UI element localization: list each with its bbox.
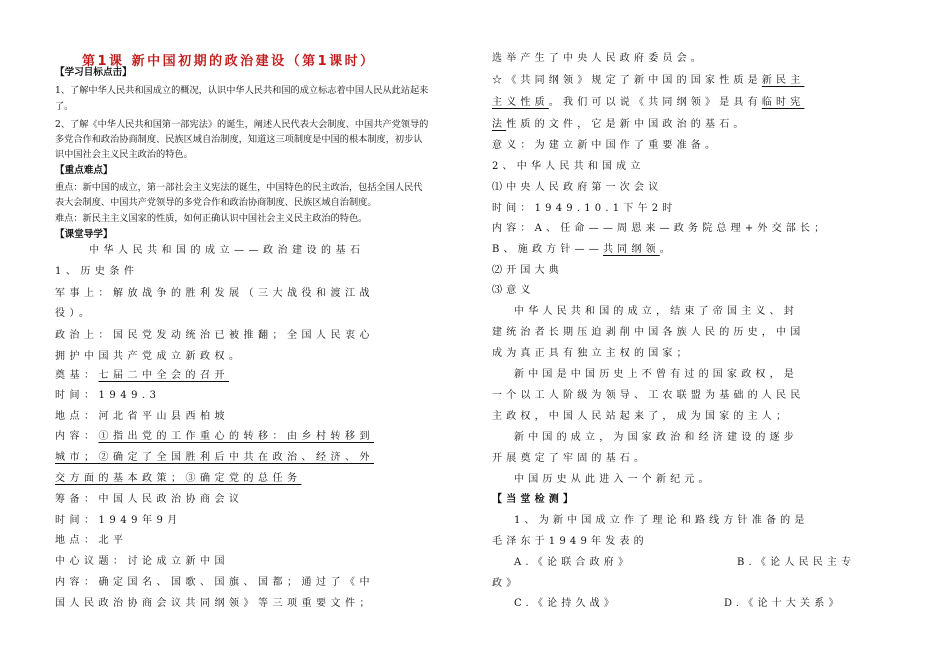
section-heading-guide: 【课堂导学】 [55,229,113,240]
option-c: C.《论持久战》 [514,598,619,609]
option-b: B.《论人民民主专 [737,557,856,568]
meaning-para-2-cont: 一个以工人阶级为领导、工农联盟为基础的人民民 [492,390,805,401]
keypoint-focus: 重点：新中国的成立，第一部社会主义宪法的诞生，中国特色的民主政治，包括全国人民代 [55,182,423,193]
program-constitution-answer-cont: 法 [492,119,507,130]
meaning-para-2: 新中国是中国历史上不曾有过的国家政权，是 [514,369,798,380]
keypoint-focus-cont: 表大会制度、中国共产党领导的多党合作和政治协商制度、民族区域自治制度。 [55,197,377,208]
goal-2-cont: 多党合作和政治协商制度、民族区域自治制度，知道这三项制度是中国的根本制度，初步认 [55,134,423,145]
meeting-time: 时间：1949.10.1下午2时 [492,203,677,214]
keypoint-difficulty: 难点：新民主主义国家的性质，如何正确认识中国社会主义民主政治的特色。 [55,213,368,224]
significance-line: 意义：为建立新中国作了重要准备。 [492,140,720,151]
goal-1-cont: 了。 [55,101,74,112]
option-d: D.《论十大关系》 [724,598,843,609]
option-a: A.《论联合政府》 [514,557,633,568]
meeting-policy-label: B、施政方针—— [492,244,603,255]
section-heading-keypoints: 【重点难点】 [55,165,113,176]
program-nature-line-3 [492,118,748,132]
program-nature-line-2 [492,96,804,110]
meaning-para-3: 新中国的成立，为国家政治和经济建设的逐步 [514,432,798,443]
program-text: 。我们可以说《共同纲领》是具有 [548,97,762,108]
program-constitution-answer: 临时宪 [761,97,805,108]
foundation-label: 奠基： [55,370,99,381]
program-nature-text: ☆《共同纲领》规定了新中国的国家性质是 [492,75,762,86]
meaning-heading: ⑶意义 [492,285,535,296]
meaning-para-1: 中华人民共和国的成立，结束了帝国主义、封 [514,306,798,317]
content-task: ③确定党的总任务 [185,473,302,484]
meeting-policy-answer: 共同纲领 [602,244,660,255]
program-nature-answer: 新民主 [761,75,805,86]
time-line: 时间：1949.3 [55,390,161,401]
goal-2-cont2: 识中国社会主义民主政治的特色。 [55,149,193,160]
program-foundation-text: 性质的文件，它是新中国政治的基石。 [506,119,748,130]
preparation-place: 地点：北平 [55,535,128,546]
place-line: 地点：河北省平山县西柏坡 [55,411,229,422]
preparation-time: 时间：1949年9月 [55,515,182,526]
founding-ceremony: ⑵开国大典 [492,265,563,276]
preparation-line: 筹备：中国人民政治协商会议 [55,494,244,505]
military-line: 军事上：解放战争的胜利发展（三大战役和渡江战 [55,288,374,299]
program-nature-line [492,74,804,88]
content-policy: 交方面的基本政策； [55,473,186,484]
meaning-para-2-cont2: 主政权，中国人民站起来了，成为国家的主人； [492,411,791,422]
section-heading-test: 【当堂检测】 [492,494,578,505]
central-topic: 中心议题：讨论成立新中国 [55,556,229,567]
meaning-para-4: 中国历史从此进入一个新纪元。 [514,474,713,485]
question-1: 1、为新中国成立作了理论和路线方针准备的是 [514,515,809,526]
foundation-line [55,369,229,383]
content-line-3 [55,472,302,486]
founding-heading: 2、中华人民共和国成立 [492,161,645,172]
content-value: ①指出党的工作重心的转移：由乡村转移到 [98,431,374,442]
history-conditions: 1、历史条件 [55,266,139,277]
section-heading-goals: 【学习目标点击】 [55,67,132,78]
meeting-content: 内容：A、任命——周恩来—政务院总理+外交部长； [492,223,829,234]
meeting-policy-end: 。 [659,244,674,255]
goal-1: 1、了解中华人民共和国成立的概况，认识中华人民共和国的成立标志着中国人民从此站起来 [55,85,429,96]
political-line: 政治上：国民党发动统治已被推翻；全国人民衷心 [55,330,374,341]
content-line [55,430,374,444]
content-line-2: 城市；②确定了全国胜利后中共在政治、经济、外 [55,452,374,463]
preparation-content: 内容：确定国名、国歌、国旗、国都；通过了《中 [55,577,374,588]
meaning-para-3-cont: 开展奠定了牢固的基石。 [492,453,649,464]
option-b-cont: 政》 [492,578,521,589]
first-meeting: ⑴中央人民政府第一次会议 [492,182,663,193]
political-line-cont: 拥护中国共产党成立新政权。 [55,351,244,362]
content-label: 内容： [55,431,99,442]
lesson-title: 第1课 新中国初期的政治建设（第1课时） [82,54,376,69]
guide-subtitle: 中华人民共和国的成立——政治建设的基石 [89,245,365,256]
meaning-para-1-cont: 建统治者长期压迫剥削中国各族人民的历史，中国 [492,327,805,338]
meaning-para-1-cont2: 成为真正具有独立主权的国家； [492,348,691,359]
election-line: 选举产生了中央人民政府委员会。 [492,53,705,64]
question-1-cont: 毛泽东于1949年发表的 [492,536,648,547]
meeting-policy [492,243,674,257]
foundation-value: 七届二中全会的召开 [98,370,229,381]
program-nature-answer-cont: 主义性质 [492,97,549,108]
goal-2: 2、了解《中华人民共和国第一部宪法》的诞生，阐述人民代表大会制度、中国共产党领导的 [55,119,429,130]
preparation-content-cont: 国人民政治协商会议共同纲领》等三项重要文件； [55,598,374,609]
military-line-cont: 役）。 [55,308,94,319]
